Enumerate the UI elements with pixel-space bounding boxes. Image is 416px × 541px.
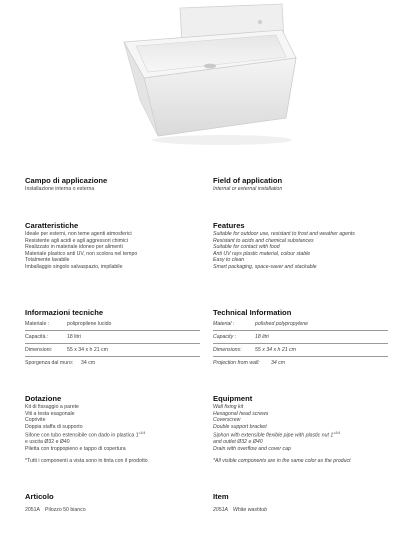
features-item: Resistente agli acidi e agli aggressori chimici bbox=[25, 237, 128, 244]
technical-row bbox=[25, 331, 200, 344]
technical-title: Technical Information bbox=[213, 308, 292, 317]
equipment-item bbox=[213, 430, 388, 439]
article-title: Articolo bbox=[25, 492, 54, 501]
features-title: Caratteristiche bbox=[25, 221, 79, 230]
row-value: 18 litri bbox=[255, 334, 269, 340]
row-label: Sporgenza dal muro: bbox=[25, 360, 74, 366]
equipment-item: Coverscrew bbox=[213, 417, 241, 423]
technical-row bbox=[25, 344, 200, 357]
equipment-item: Piletta con troppopieno e tappo di copertura bbox=[25, 445, 126, 452]
equipment-item: Drain with overflow and cover cap bbox=[213, 445, 291, 452]
features-item: Totalmente lavabile bbox=[25, 257, 70, 263]
features-item: Ideale per esterni, non teme agenti atmosferici bbox=[25, 231, 132, 237]
equipment-item: Kit di fissaggio a parete bbox=[25, 404, 79, 410]
row-label: Capacità : bbox=[25, 334, 49, 340]
equipment-note: *Tutti i componenti a vista sono in tinta con il prodotto bbox=[25, 458, 148, 465]
row-label: Dimensions: bbox=[213, 347, 242, 353]
row-value: polipropilene lucido bbox=[67, 321, 112, 327]
article-title: Item bbox=[213, 492, 229, 501]
application-title: Field of application bbox=[213, 176, 283, 185]
technical-row bbox=[213, 331, 388, 344]
features-item: Resistant to acids and chemical substances bbox=[213, 237, 314, 244]
article-code: 2051A bbox=[25, 507, 41, 513]
equipment-title: Dotazione bbox=[25, 394, 62, 403]
features-item: Easy to clean bbox=[213, 257, 245, 263]
features-item: Realizzato in materiale idoneo per alimenti bbox=[25, 244, 123, 250]
article-row bbox=[25, 507, 200, 514]
equipment-sup: 1/4 bbox=[335, 431, 340, 435]
equipment-item: Double support bracket bbox=[213, 423, 267, 430]
equipment-note: *All visible components are in the same color as the product bbox=[213, 458, 351, 465]
technical-row bbox=[25, 357, 200, 369]
features-item: Materiale plastico anti UV, non scolora nel tempo bbox=[25, 250, 138, 257]
equipment-item: Doppia staffa di supporto bbox=[25, 423, 83, 430]
features-item: Anti UV rays plastic material, colour stable bbox=[213, 250, 311, 257]
equipment-item: Hexagonal head screws bbox=[213, 410, 269, 417]
row-value: polished polypropylene bbox=[255, 321, 309, 327]
application-text: Internal or external installation bbox=[213, 186, 283, 192]
equipment-item-text: Siphon with extensible flexible pipe with plastic nut 1" bbox=[213, 432, 336, 439]
equipment-item: and outlet Ø32 e Ø40 bbox=[213, 439, 263, 446]
equipment-sup: 1/4 bbox=[140, 431, 146, 435]
application-title: Campo di applicazione bbox=[25, 176, 108, 185]
features-item: Imballaggio singolo salvaspazio, impilabile bbox=[25, 263, 123, 270]
technical-title: Informazioni tecniche bbox=[25, 308, 104, 317]
equipment-item: Viti a testa esagonale bbox=[25, 410, 75, 417]
row-label: Materiale : bbox=[25, 321, 50, 327]
application-text: Installazione interna o esterna bbox=[25, 186, 95, 192]
washtub-image bbox=[110, 0, 302, 150]
features-item: Suitable for outdoor use, resistant to frost and weather agents bbox=[213, 231, 355, 237]
equipment-item: Wall fixing kit bbox=[213, 404, 244, 410]
technical-row bbox=[213, 344, 388, 357]
technical-row bbox=[25, 318, 200, 331]
article-name: Pilozzo 50 bianco bbox=[45, 507, 86, 513]
row-label: Material : bbox=[213, 321, 235, 327]
technical-row bbox=[213, 318, 388, 331]
features-title: Features bbox=[213, 221, 245, 230]
technical-row bbox=[213, 357, 388, 369]
equipment-title: Equipment bbox=[213, 394, 253, 403]
article-name: White washtub bbox=[233, 507, 268, 513]
article-code: 2051A bbox=[213, 507, 229, 513]
row-value: 34 cm bbox=[81, 360, 96, 366]
equipment-item bbox=[25, 430, 200, 439]
article-row bbox=[213, 507, 388, 514]
row-value: 34 cm bbox=[271, 360, 286, 366]
row-value: 55 x 34 x h 21 cm bbox=[67, 347, 108, 353]
row-label: Dimensioni: bbox=[25, 347, 53, 353]
row-value: 18 litri bbox=[67, 334, 81, 340]
row-label: Capacity : bbox=[213, 334, 237, 340]
row-value: 55 x 34 x h 21 cm bbox=[255, 347, 296, 353]
equipment-item: Coprivite bbox=[25, 417, 46, 423]
equipment-item: e uscita Ø32 e Ø40 bbox=[25, 439, 70, 446]
equipment-item-text: Sifone con tubo estensibile con dado in plastica 1" bbox=[25, 432, 141, 439]
features-item: Smart packaging, space-saver and stackable bbox=[213, 263, 317, 270]
features-item: Suitable for contact with food bbox=[213, 244, 280, 250]
row-label: Projection from wall: bbox=[213, 360, 260, 366]
